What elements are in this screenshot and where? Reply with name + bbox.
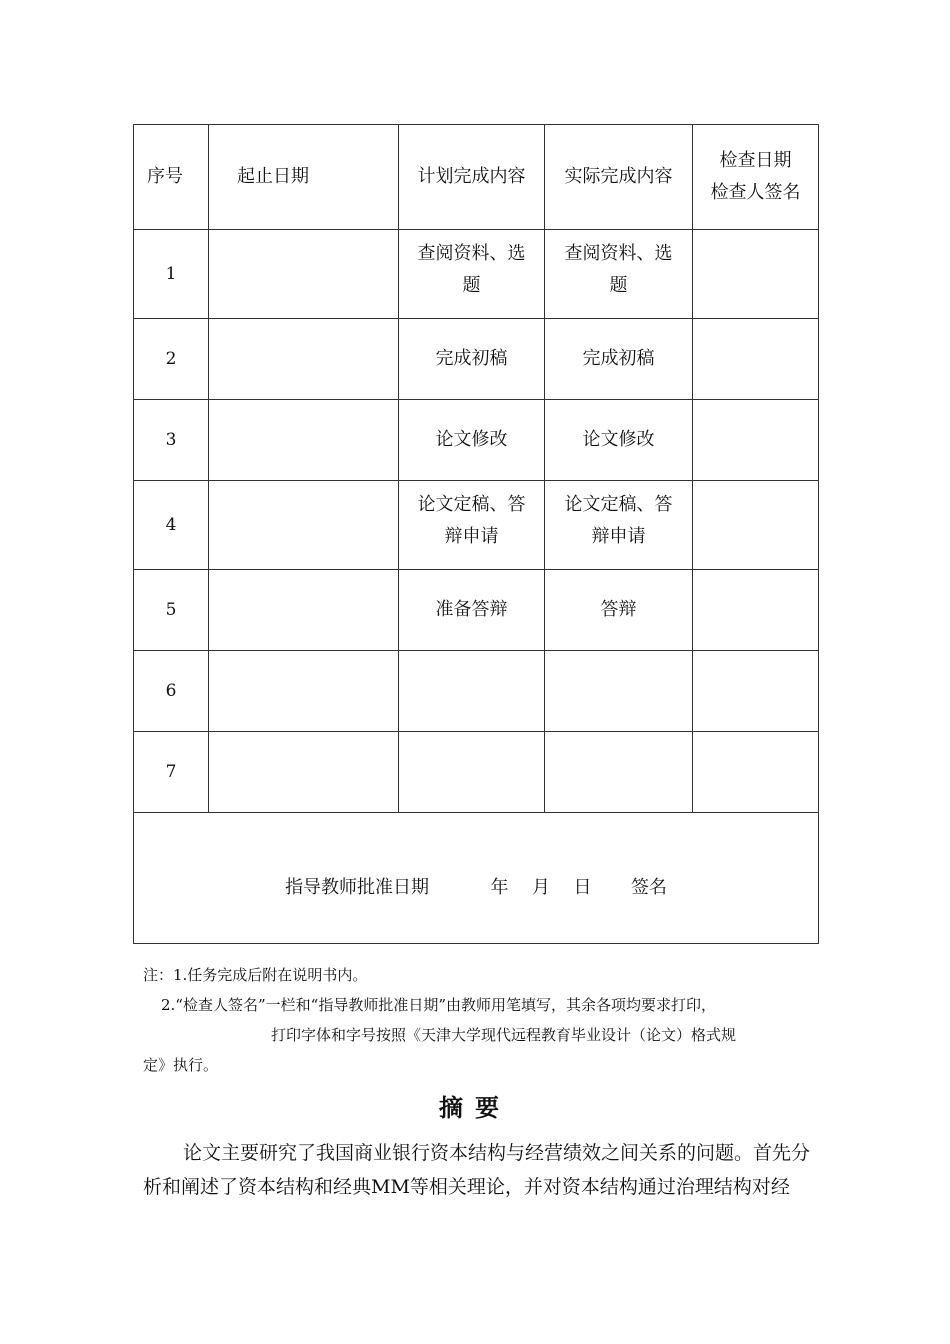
header-seq: 序号: [134, 125, 209, 230]
row-actual-text: 完成初稿: [582, 348, 655, 369]
row-check-cell: [693, 481, 819, 570]
approval-label: 指导教师批准日期: [285, 877, 430, 898]
approval-month: 月: [532, 877, 550, 898]
table-row: [134, 570, 819, 651]
header-check-date: 检查日期: [719, 150, 792, 171]
row-number: 1: [134, 230, 209, 319]
row-dates-cell: [209, 481, 399, 570]
row-actual-cell: [545, 651, 693, 732]
table-row: [134, 319, 819, 400]
row-check-cell: [693, 651, 819, 732]
row-check-cell: [693, 732, 819, 813]
table-row: [134, 230, 819, 319]
row-planned-cell: [399, 732, 545, 813]
row-actual-cell: [545, 230, 693, 319]
row-number: 6: [134, 651, 209, 732]
row-dates-cell: [209, 732, 399, 813]
header-actual: 实际完成内容: [545, 125, 693, 230]
row-number: 4: [134, 481, 209, 570]
row-actual-text: 论文修改: [582, 429, 655, 450]
row-dates-cell: [209, 651, 399, 732]
row-check-cell: [693, 570, 819, 651]
header-checker: 检查人签名: [710, 182, 801, 203]
row-actual-text: 论文定稿、答: [564, 494, 673, 515]
row-actual-text: 题: [609, 275, 628, 296]
table-row: [134, 651, 819, 732]
header-dates: 起止日期: [209, 125, 399, 230]
row-actual-cell: [545, 481, 693, 570]
note-line-1: 注：1.任务完成后附在说明书内。: [143, 966, 368, 984]
approval-signature: 签名: [630, 877, 667, 898]
table-header-row: [134, 125, 819, 230]
note-line-2: 2.“检查人签名”一栏和“指导教师批准日期”由教师用笔填写，其余各项均要求打印，: [161, 996, 716, 1014]
header-check: [693, 125, 819, 230]
row-planned-text: 辩申请: [444, 526, 499, 547]
approval-year: 年: [490, 877, 509, 898]
row-actual-text: 查阅资料、选: [564, 243, 673, 264]
row-number: 7: [134, 732, 209, 813]
row-actual-cell: [545, 319, 693, 400]
row-planned-text: 论文修改: [435, 429, 508, 450]
row-actual-cell: [545, 732, 693, 813]
row-number: 5: [134, 570, 209, 651]
row-check-cell: [693, 319, 819, 400]
row-dates-cell: [209, 570, 399, 651]
row-actual-text: 辩申请: [591, 526, 646, 547]
row-actual-cell: [545, 570, 693, 651]
note-line-4: 定》执行。: [143, 1056, 219, 1074]
row-number: 3: [134, 400, 209, 481]
row-number: 2: [134, 319, 209, 400]
row-check-cell: [693, 400, 819, 481]
row-planned-cell: [399, 230, 545, 319]
table-row: [134, 481, 819, 570]
row-planned-text: 查阅资料、选: [417, 243, 526, 264]
row-planned-cell: [399, 651, 545, 732]
row-planned-cell: [399, 570, 545, 651]
row-planned-cell: [399, 319, 545, 400]
approval-day: 日: [573, 877, 592, 898]
row-actual-cell: [545, 400, 693, 481]
abstract-body: 论文主要研究了我国商业银行资本结构与经营绩效之间关系的问题。首先分析和阐述了资本结构和经典MM等相关理论，并对资本结构通过治理结构对经: [143, 1142, 811, 1198]
progress-table: [133, 124, 819, 944]
header-planned: 计划完成内容: [399, 125, 545, 230]
table-row: [134, 400, 819, 481]
abstract-title: 摘要: [439, 1094, 511, 1122]
row-dates-cell: [209, 319, 399, 400]
row-planned-text: 完成初稿: [435, 348, 508, 369]
row-planned-cell: [399, 400, 545, 481]
approval-cell: [134, 813, 819, 944]
note-line-3: 打印字体和字号按照《天津大学现代远程教育毕业设计（论文）格式规: [271, 1026, 737, 1044]
row-planned-text: 题: [462, 275, 481, 296]
row-actual-text: 答辩: [600, 599, 637, 620]
row-dates-cell: [209, 230, 399, 319]
row-planned-text: 准备答辩: [435, 599, 508, 620]
notes: [143, 960, 823, 1080]
approval-row: [134, 813, 819, 944]
approval-line: [285, 872, 667, 904]
row-planned-cell: [399, 481, 545, 570]
table-row: [134, 732, 819, 813]
row-dates-cell: [209, 400, 399, 481]
row-planned-text: 论文定稿、答: [417, 494, 526, 515]
row-check-cell: [693, 230, 819, 319]
